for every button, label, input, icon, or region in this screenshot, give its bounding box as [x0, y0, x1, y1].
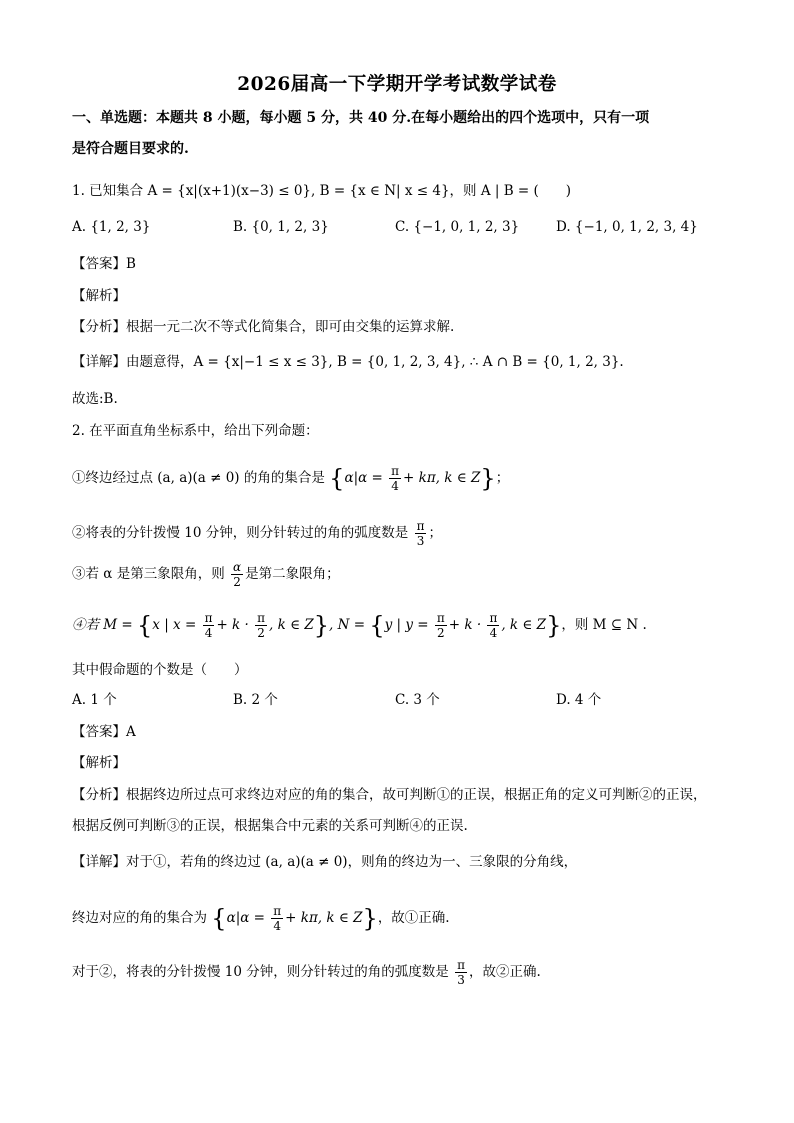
q1-conclusion: 故选:B.	[72, 391, 118, 407]
q1-stem: 1. 已知集合 A = {x|(x+1)(x−3) ≤ 0}, B = {x ∈ N| x ≤ 4}，则 A | B = ( )	[72, 183, 572, 199]
q2-stem: 2. 在平面直角坐标系中，给出下列命题：	[72, 423, 319, 439]
section-heading-line2: 是符合题目要求的.	[72, 141, 189, 157]
prop3-fraction: $\frac{\alpha}{2}$	[233, 560, 242, 589]
q2-analysis-tag: 【解析】	[72, 755, 126, 771]
prop4-m-frac1: $\frac{\pi}{4}$	[204, 611, 213, 640]
page-title: 2026届高一下学期开学考试数学试卷	[237, 74, 557, 95]
q2-fenxi-line2: 根据反例可判断③的正误，根据集合中元素的关系可判断④的正误.	[72, 818, 468, 834]
right-brace: }	[546, 611, 562, 640]
q1-option-d: D. {−1, 0, 1, 2, 3, 4}	[556, 219, 698, 235]
prop1-fraction: $\frac{\pi}{4}$	[391, 464, 400, 493]
left-brace: {	[137, 611, 153, 640]
q2-xiangjie-line1: 【详解】对于①，若角的终边过 (a, a)(a ≠ 0)，则角的终边为一、三象限的分角线，	[72, 854, 578, 870]
right-brace: }	[362, 904, 378, 933]
prop2-fraction: $\frac{\pi}{3}$	[416, 519, 425, 548]
q2-xiangjie-line2: 终边对应的角的集合为 {α|α = $\frac{\pi}{4}$ + kπ, k ∈ Z}，故①正确.	[72, 904, 450, 933]
q2-option-a: A. 1 个	[72, 692, 117, 708]
q2-xiangjie-line3: 对于②，将表的分针拨慢 10 分钟，则分针转过的角的弧度数是 $\frac{\pi}{3}$ ，故②正确.	[72, 958, 541, 987]
left-brace: {	[211, 904, 227, 933]
xj3-fraction: $\frac{\pi}{3}$	[457, 958, 465, 987]
q2-answer: 【答案】A	[72, 724, 136, 740]
prop1-set-left: α|α =	[344, 470, 383, 486]
prop4-n-frac1: $\frac{\pi}{2}$	[436, 611, 445, 640]
prop1-text: ①终边经过点 (a, a)(a ≠ 0) 的角的集合是	[72, 470, 325, 486]
xj2-fraction: $\frac{\pi}{4}$	[273, 904, 282, 933]
q2-proposition-4: ④若 M = {x | x = $\frac{\pi}{4}$ + k · $\frac{\pi}{2}$ , k ∈ Z}, N = {y | y = $\frac{\pi}{2}$ + k · $\frac{\pi}{4}$ , k ∈ Z}，则 M ⊆ N .	[72, 611, 647, 640]
q2-proposition-1: ①终边经过点 (a, a)(a ≠ 0) 的角的集合是 {α|α = $\frac{\pi}{4}$ + kπ, k ∈ Z}；	[72, 464, 510, 493]
q2-option-b: B. 2 个	[233, 692, 278, 708]
prop1-set-right: + kπ, k ∈ Z	[403, 470, 481, 486]
right-brace: }	[313, 611, 330, 640]
q2-proposition-3: ③若 α 是第三象限角，则 $\frac{\alpha}{2}$ 是第二象限角；	[72, 560, 340, 589]
section-heading-line1: 一、单选题：本题共 8 小题，每小题 5 分，共 40 分.在每小题给出的四个选项中，只有一项	[72, 110, 650, 126]
right-brace: }	[480, 464, 496, 493]
q2-option-c: C. 3 个	[395, 692, 440, 708]
left-brace: {	[329, 464, 345, 493]
q2-fenxi-line1: 【分析】根据终边所过点可求终边对应的角的集合，故可判断①的正误，根据正角的定义可判断②的正误，	[72, 787, 707, 803]
q1-option-c: C. {−1, 0, 1, 2, 3}	[395, 219, 520, 235]
q1-option-a: A. {1, 2, 3}	[72, 219, 151, 235]
q1-answer: 【答案】B	[72, 256, 136, 272]
left-brace: {	[369, 611, 385, 640]
q2-option-d: D. 4 个	[556, 692, 602, 708]
q1-fenxi: 【分析】根据一元二次不等式化简集合，即可由交集的运算求解.	[72, 319, 455, 335]
q2-ask: 其中假命题的个数是（ ）	[72, 662, 248, 678]
q1-option-b: B. {0, 1, 2, 3}	[233, 219, 329, 235]
q1-analysis-tag: 【解析】	[72, 288, 126, 304]
q2-proposition-2: ②将表的分针拨慢 10 分钟，则分针转过的角的弧度数是 $\frac{\pi}{3}$ ；	[72, 519, 442, 548]
prop4-m-frac2: $\frac{\pi}{2}$	[257, 611, 266, 640]
q1-xiangjie: 【详解】由题意得，A = {x|−1 ≤ x ≤ 3}, B = {0, 1, 2, 3, 4}, ∴ A ∩ B = {0, 1, 2, 3}.	[72, 354, 624, 370]
prop4-n-frac2: $\frac{\pi}{4}$	[489, 611, 498, 640]
